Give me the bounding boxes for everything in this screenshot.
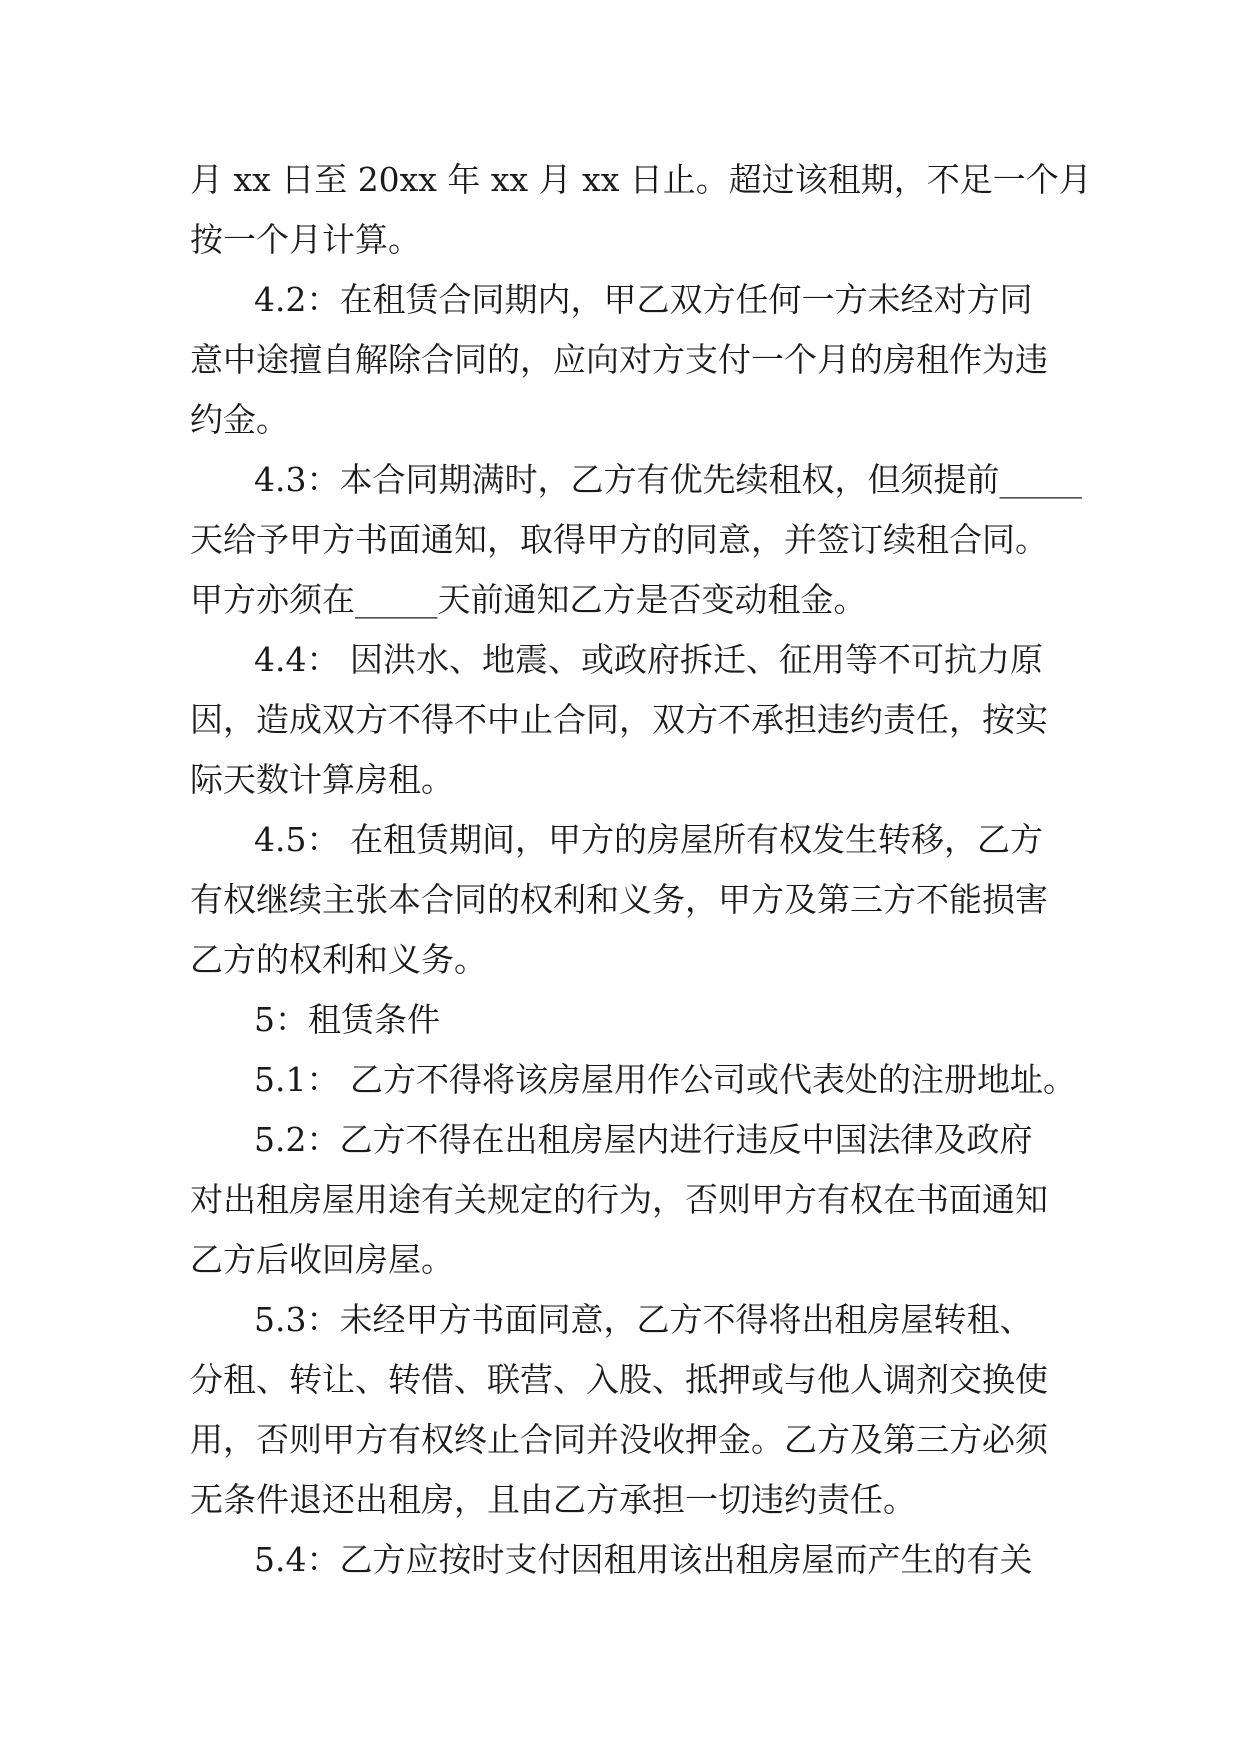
clause-5-3: 5.3：未经甲方书面同意，乙方不得将出租房屋转租、: [254, 1300, 1033, 1339]
text-line: 乙方的权利和义务。: [190, 940, 487, 979]
text-line: 无条件退还出租房，且由乙方承担一切违约责任。: [190, 1480, 916, 1519]
clause-4-2: 4.2：在租赁合同期内，甲乙双方任何一方未经对方同: [254, 280, 1033, 319]
section-5-heading: 5：租赁条件: [254, 1000, 440, 1039]
clause-5-2: 5.2：乙方不得在出租房屋内进行违反中国法律及政府: [254, 1120, 1033, 1159]
clause-5-4: 5.4：乙方应按时支付因租用该出租房屋而产生的有关: [254, 1540, 1033, 1579]
clause-4-4: 4.4： 因洪水、地震、或政府拆迁、征用等不可抗力原: [254, 640, 1043, 679]
document-body: [190, 150, 1092, 1590]
text-line: 用，否则甲方有权终止合同并没收押金。乙方及第三方必须: [190, 1420, 1048, 1459]
text-line: 月 xx 日至 20xx 年 xx 月 xx 日止。超过该租期，不足一个月: [190, 160, 1092, 199]
text-line: 际天数计算房租。: [190, 760, 454, 799]
clause-5-1: 5.1： 乙方不得将该房屋用作公司或代表处的注册地址。: [254, 1060, 1076, 1099]
text-line: 乙方后收回房屋。: [190, 1240, 454, 1279]
text-line: 有权继续主张本合同的权利和义务，甲方及第三方不能损害: [190, 880, 1048, 919]
text-line: 因，造成双方不得不中止合同，双方不承担违约责任，按实: [190, 700, 1048, 739]
text-line: 分租、转让、转借、联营、入股、抵押或与他人调剂交换使: [190, 1360, 1048, 1399]
text-line: 约金。: [190, 400, 289, 439]
clause-4-3: 4.3：本合同期满时，乙方有优先续租权，但须提前_____: [254, 460, 1082, 499]
text-line: 意中途擅自解除合同的，应向对方支付一个月的房租作为违: [190, 340, 1048, 379]
text-line: 对出租房屋用途有关规定的行为，否则甲方有权在书面通知: [190, 1180, 1048, 1219]
text-line: 按一个月计算。: [190, 220, 421, 259]
text-line: 天给予甲方书面通知，取得甲方的同意，并签订续租合同。: [190, 520, 1048, 559]
text-line: 甲方亦须在_____天前通知乙方是否变动租金。: [190, 580, 867, 619]
clause-4-5: 4.5： 在租赁期间，甲方的房屋所有权发生转移，乙方: [254, 820, 1043, 859]
